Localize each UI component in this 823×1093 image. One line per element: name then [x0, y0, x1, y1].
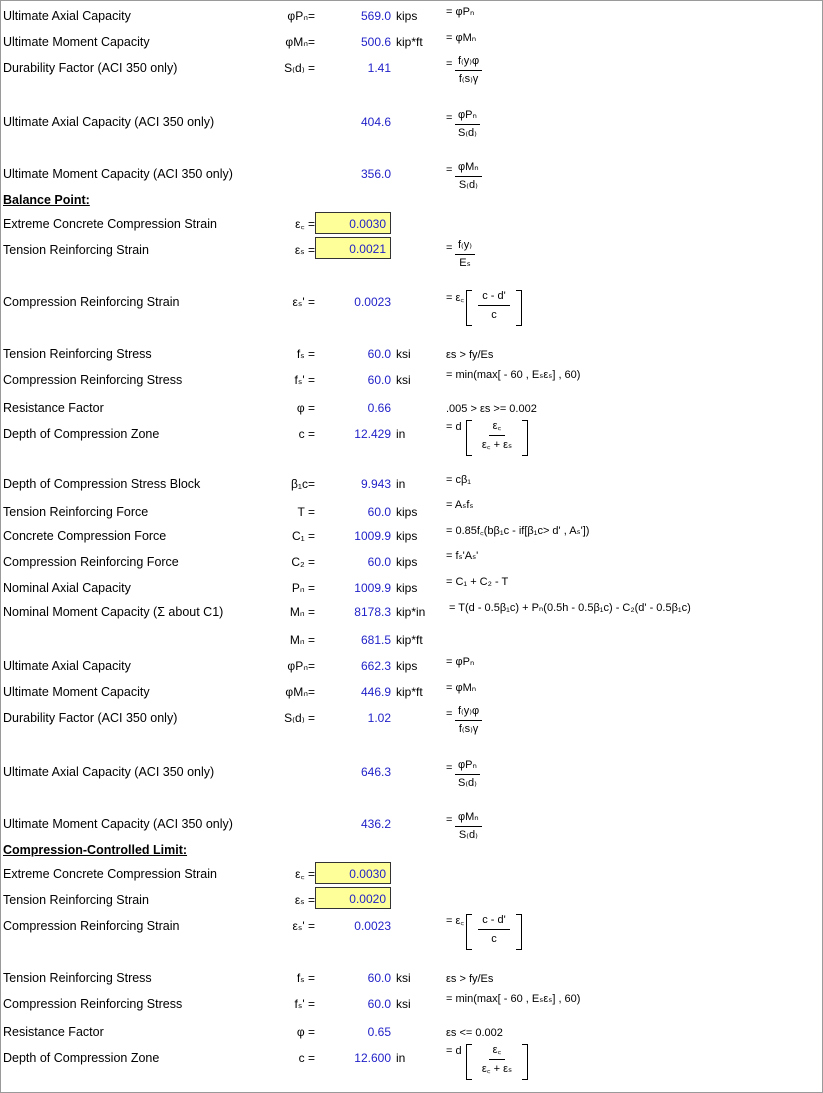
row-label: Resistance Factor: [3, 401, 104, 415]
formula-fraction: [455, 161, 482, 192]
row-label: Tension Reinforcing Strain: [3, 893, 149, 907]
row-symbol: Pₙ =: [291, 581, 315, 595]
input-cell[interactable]: 0.0030: [315, 862, 391, 884]
row-symbol: ε꜀ =: [295, 217, 315, 231]
row-label: Ultimate Axial Capacity (ACI 350 only): [3, 115, 215, 129]
row-symbol: φMₙ=: [285, 35, 315, 49]
row-formula: .005 > εs >= 0.002: [446, 403, 537, 415]
input-cell[interactable]: 0.0021: [315, 237, 391, 259]
row-label: Tension Reinforcing Stress: [3, 347, 152, 361]
row-symbol: Mₙ =: [289, 605, 315, 619]
row-formula: = φMₙ: [446, 32, 477, 44]
row-unit: ksi: [396, 347, 411, 361]
row-symbol: εₛ =: [294, 893, 315, 907]
row-label: Extreme Concrete Compression Strain: [3, 217, 217, 231]
row-formula: εs <= 0.002: [446, 1027, 503, 1039]
row-label: Extreme Concrete Compression Strain: [3, 867, 217, 881]
bracket-fraction: [466, 290, 522, 326]
formula-prefix: = d: [446, 421, 462, 433]
formula-prefix: = d: [446, 1045, 462, 1057]
row-symbol: S₍d₎ =: [284, 61, 315, 75]
row-value: 1.02: [367, 711, 391, 725]
row-symbol: fₛ' =: [294, 997, 315, 1011]
row-value: 681.5: [360, 633, 391, 647]
row-unit: kip*in: [396, 605, 426, 619]
row-value: 0.0023: [354, 919, 391, 933]
row-label: Ultimate Moment Capacity: [3, 685, 150, 699]
formula-fraction: [455, 811, 482, 842]
row-label: Depth of Compression Zone: [3, 1051, 160, 1065]
row-label: Nominal Axial Capacity: [3, 581, 131, 595]
row-label: Ultimate Moment Capacity: [3, 35, 150, 49]
row-symbol: εₛ =: [294, 243, 315, 257]
row-symbol: φMₙ=: [285, 685, 315, 699]
row-symbol: c =: [298, 1051, 315, 1065]
row-value: 1.41: [367, 61, 391, 75]
row-value: 356.0: [360, 167, 391, 181]
fraction-denominator: ε꜀ + εₛ: [481, 439, 513, 451]
fraction-numerator: f₍y₎φ: [455, 705, 482, 721]
row-unit: in: [396, 1051, 406, 1065]
fraction-denominator: S₍d₎: [458, 179, 478, 191]
row-symbol: εₛ' =: [292, 295, 315, 309]
row-unit: kip*ft: [396, 685, 423, 699]
formula-fraction: [455, 55, 482, 86]
fraction-numerator: c - d': [478, 290, 510, 306]
row-label: Tension Reinforcing Strain: [3, 243, 149, 257]
row-symbol: φPₙ=: [287, 9, 315, 23]
row-label: Tension Reinforcing Force: [3, 505, 149, 519]
row-value: 60.0: [367, 373, 391, 387]
fraction-numerator: f₍y₎: [455, 239, 475, 255]
input-cell[interactable]: 0.0020: [315, 887, 391, 909]
row-label: Depth of Compression Zone: [3, 427, 160, 441]
row-unit: kips: [396, 529, 418, 543]
fraction-denominator: S₍d₎: [458, 777, 477, 789]
row-label: Compression Reinforcing Force: [3, 555, 179, 569]
row-label: Ultimate Axial Capacity: [3, 659, 131, 673]
fraction-numerator: φPₙ: [455, 759, 480, 775]
row-value: 436.2: [360, 817, 391, 831]
bracket-fraction: [466, 1044, 528, 1080]
row-label: Tension Reinforcing Stress: [3, 971, 152, 985]
row-formula: = Aₛfₛ: [446, 499, 474, 511]
row-value: 662.3: [360, 659, 391, 673]
row-value: 60.0: [367, 997, 391, 1011]
row-unit: kips: [396, 581, 418, 595]
row-formula: = min(max[ - 60 , Eₛεₛ] , 60): [446, 993, 581, 1005]
row-label: Nominal Moment Capacity (Σ about C1): [3, 605, 224, 619]
fraction-numerator: φPₙ: [455, 109, 480, 125]
formula-fraction: [455, 759, 480, 790]
row-label: Durability Factor (ACI 350 only): [3, 711, 178, 725]
fraction-numerator: c - d': [478, 914, 510, 930]
fraction-denominator: Eₛ: [459, 257, 471, 269]
row-value: 60.0: [367, 505, 391, 519]
row-value: 404.6: [360, 115, 391, 129]
input-cell[interactable]: 0.0030: [315, 212, 391, 234]
row-unit: kip*ft: [396, 633, 423, 647]
row-value: 9.943: [360, 477, 391, 491]
row-label: Ultimate Axial Capacity: [3, 9, 131, 23]
row-label: Resistance Factor: [3, 1025, 104, 1039]
row-value: 0.0023: [354, 295, 391, 309]
row-symbol: C₁ =: [291, 529, 315, 543]
row-formula: = fₛ'Aₛ': [446, 550, 479, 562]
formula-fraction: [455, 239, 475, 270]
row-value: 12.600: [354, 1051, 391, 1065]
row-symbol: φ =: [296, 401, 315, 415]
row-symbol: εₛ' =: [292, 919, 315, 933]
row-symbol: S₍d₎ =: [284, 711, 315, 725]
row-label: Ultimate Axial Capacity (ACI 350 only): [3, 765, 215, 779]
bracket-fraction: [466, 420, 528, 456]
fraction-denominator: f₍s₎γ: [458, 723, 479, 735]
row-label: Ultimate Moment Capacity (ACI 350 only): [3, 817, 233, 831]
fraction-numerator: φMₙ: [455, 161, 482, 177]
row-symbol: fₛ =: [296, 347, 315, 361]
row-symbol: C₂ =: [291, 555, 315, 569]
row-unit: ksi: [396, 971, 411, 985]
row-formula: = φPₙ: [446, 656, 475, 668]
row-formula: = C₁ + C₂ - T: [446, 576, 509, 588]
row-label: Compression Reinforcing Strain: [3, 919, 180, 933]
row-symbol: c =: [298, 427, 315, 441]
section-header-compression-controlled-limit: Compression-Controlled Limit:: [3, 843, 188, 857]
formula-fraction: [455, 109, 480, 140]
row-value: 1009.9: [354, 529, 391, 543]
row-symbol: β₁c=: [291, 477, 315, 491]
row-value: 0.66: [367, 401, 391, 415]
row-symbol: Mₙ =: [289, 633, 315, 647]
row-value: 1009.9: [354, 581, 391, 595]
row-symbol: fₛ =: [296, 971, 315, 985]
formula-prefix: = ε꜀: [446, 292, 465, 304]
row-label: Durability Factor (ACI 350 only): [3, 61, 178, 75]
row-unit: kips: [396, 505, 418, 519]
row-value: 646.3: [360, 765, 391, 779]
formula-fraction: [455, 705, 482, 736]
fraction-denominator: ε꜀ + εₛ: [481, 1063, 513, 1075]
row-value: 500.6: [360, 35, 391, 49]
row-symbol: φPₙ=: [287, 659, 315, 673]
row-symbol: φ =: [296, 1025, 315, 1039]
row-formula: = min(max[ - 60 , Eₛεₛ] , 60): [446, 369, 581, 381]
fraction-denominator: S₍d₎: [458, 829, 478, 841]
row-value: 60.0: [367, 555, 391, 569]
fraction-denominator: S₍d₎: [458, 127, 477, 139]
row-value: 60.0: [367, 347, 391, 361]
row-formula: = T(d - 0.5β₁c) + Pₙ(0.5h - 0.5β₁c) - C₂(d' - 0.5β₁c): [449, 602, 691, 614]
row-symbol: ε꜀ =: [295, 867, 315, 881]
row-formula: εs > fy/Es: [446, 349, 494, 361]
formula-prefix: = ε꜀: [446, 915, 465, 927]
row-formula: εs > fy/Es: [446, 973, 494, 985]
fraction-numerator: φMₙ: [455, 811, 482, 827]
row-formula: = 0.85f꜀(bβ₁c - if[β₁c> d' , Aₛ']): [446, 525, 590, 537]
row-symbol: fₛ' =: [294, 373, 315, 387]
row-unit: kips: [396, 659, 418, 673]
row-label: Ultimate Moment Capacity (ACI 350 only): [3, 167, 233, 181]
row-formula: = φMₙ: [446, 682, 477, 694]
row-value: 12.429: [354, 427, 391, 441]
row-symbol: T =: [297, 505, 315, 519]
fraction-numerator: ε꜀: [489, 1044, 506, 1060]
fraction-denominator: c: [491, 933, 497, 945]
row-unit: ksi: [396, 997, 411, 1011]
row-label: Compression Reinforcing Stress: [3, 997, 183, 1011]
row-unit: in: [396, 477, 406, 491]
row-value: 569.0: [360, 9, 391, 23]
section-header-balance-point: Balance Point:: [3, 193, 90, 207]
row-label: Concrete Compression Force: [3, 529, 167, 543]
row-unit: kip*ft: [396, 35, 423, 49]
fraction-numerator: ε꜀: [489, 420, 506, 436]
row-label: Compression Reinforcing Strain: [3, 295, 180, 309]
row-formula: = cβ₁: [446, 474, 472, 486]
fraction-denominator: f₍s₎γ: [458, 73, 479, 85]
row-unit: ksi: [396, 373, 411, 387]
row-unit: kips: [396, 9, 418, 23]
row-value: 446.9: [360, 685, 391, 699]
row-unit: in: [396, 427, 406, 441]
row-label: Compression Reinforcing Stress: [3, 373, 183, 387]
row-value: 60.0: [367, 971, 391, 985]
fraction-numerator: f₍y₎φ: [455, 55, 482, 71]
row-value: 0.65: [367, 1025, 391, 1039]
row-unit: kips: [396, 555, 418, 569]
row-formula: = φPₙ: [446, 6, 475, 18]
row-value: 8178.3: [354, 605, 391, 619]
fraction-denominator: c: [491, 309, 497, 321]
bracket-fraction: [466, 914, 522, 950]
row-label: Depth of Compression Stress Block: [3, 477, 201, 491]
